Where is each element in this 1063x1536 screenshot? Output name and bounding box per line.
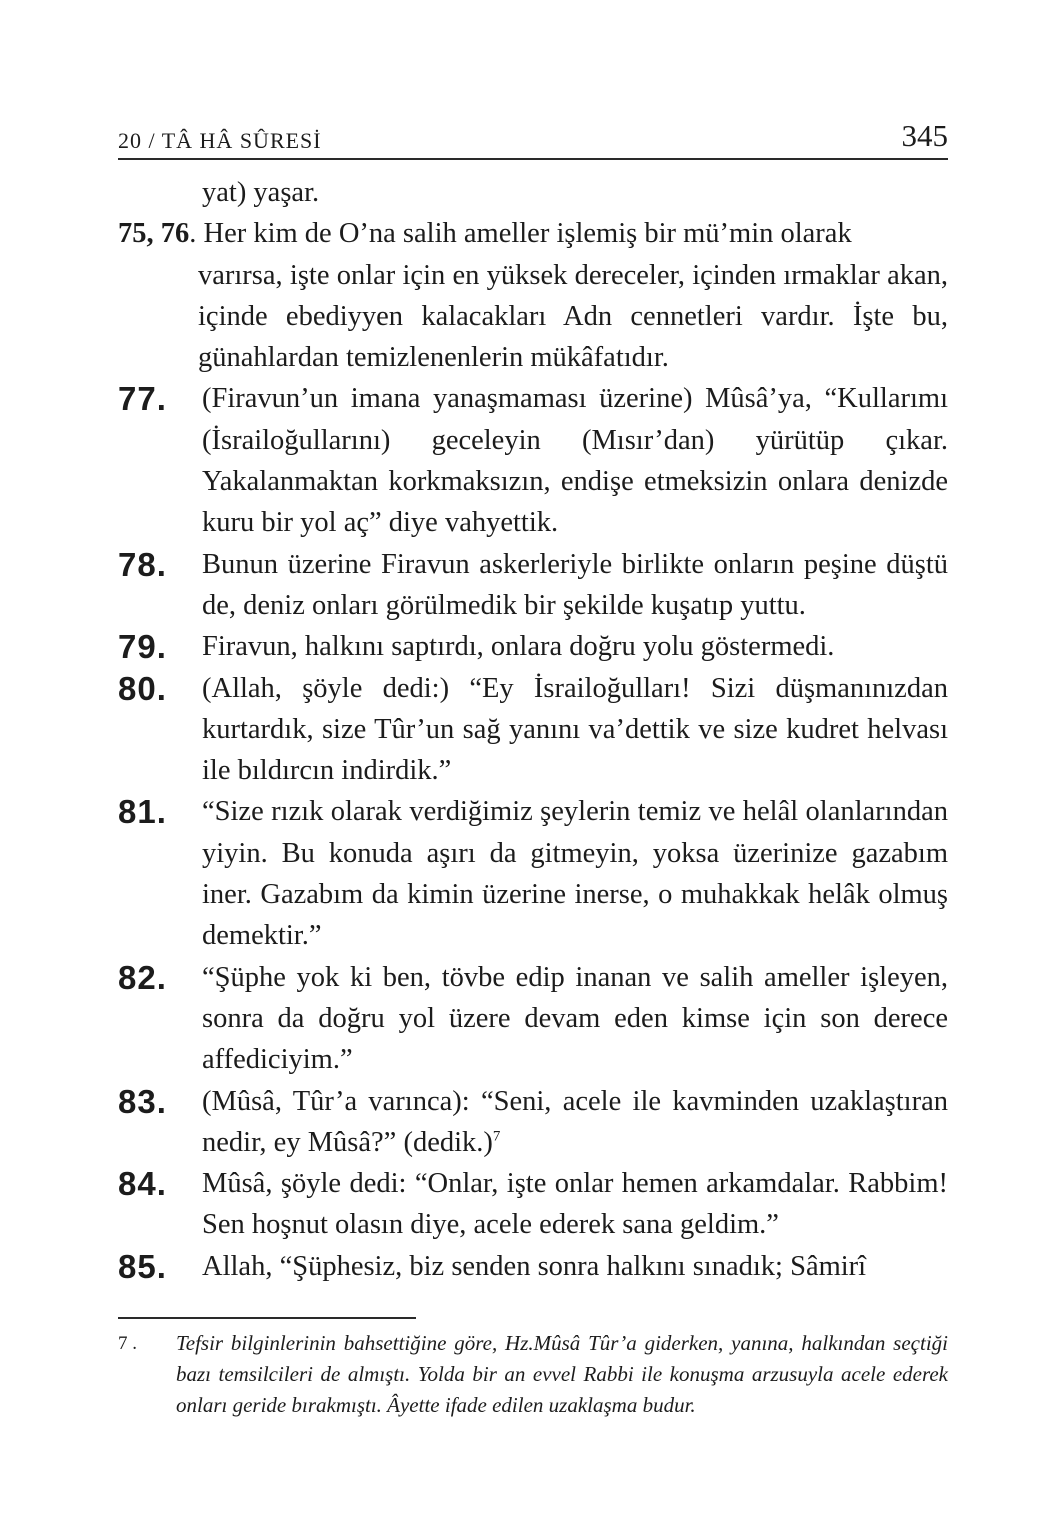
verse-number: 85.	[118, 1247, 167, 1285]
page-header	[118, 112, 948, 160]
verse-80	[118, 668, 948, 792]
verse-first-line: . Her kim de O’na salih ameller işlemiş bir mü’min olarak	[189, 218, 852, 250]
footnote	[118, 1328, 948, 1421]
verse-text: varırsa, işte onlar için en yüksek dereceler, içinden ırmaklar akan, içinde ebediyyen kalacakları Adn cennetleri vardır. İşte bu, günahlardan temizlenenlerin mükâfatıdır.	[198, 259, 948, 374]
verse-number: 84.	[118, 1165, 167, 1203]
verse-number: 77.	[118, 380, 167, 418]
verse-text: (Firavun’un imana yanaşmaması üzerine) Mûsâ’ya, “Kullarımı (İsrailoğullarını) geceleyin (Mısır’dan) yürütüp çıkar. Yakalanmaktan korkmaksızın, endişe etmeksizin onlara denizde kuru bir yol aç” diye vahyettik.	[202, 383, 948, 539]
verse-text: (Allah, şöyle dedi:) “Ey İsrailoğulları! Sizi düşmanınızdan kurtardık, size Tûr’un sağ yanını va’dettik ve size kudret helvası ile bıldırcın indirdik.”	[202, 672, 948, 787]
verse-text: “Şüphe yok ki ben, tövbe edip inanan ve salih ameller işleyen, sonra da doğru yol üzere devam eden kimse için son derece affediciyim.”	[202, 961, 948, 1076]
verse-82	[118, 957, 948, 1081]
verse-number: 75, 76	[118, 218, 190, 250]
verse-75-76	[118, 213, 948, 378]
page-number: 345	[901, 118, 948, 153]
verse-84	[118, 1163, 948, 1246]
footnote-divider	[118, 1317, 416, 1319]
verse-text: Mûsâ, şöyle dedi: “Onlar, işte onlar hemen arkamdalar. Rabbim! Sen hoşnut olasın diye, acele ederek sana geldim.”	[202, 1168, 948, 1241]
continuation-text: yat) yaşar.	[202, 177, 320, 208]
footnote-number: 7 .	[118, 1333, 137, 1354]
verse-77	[118, 378, 948, 543]
verse-text: Allah, “Şüphesiz, biz senden sonra halkını sınadık; Sâmirî	[202, 1250, 867, 1282]
verse-number: 81.	[118, 793, 167, 831]
verse-number: 78.	[118, 545, 167, 583]
verse-78	[118, 544, 948, 627]
verse-number: 79.	[118, 628, 167, 666]
footnote-marker[interactable]: 7	[492, 1128, 501, 1145]
verse-number: 80.	[118, 669, 167, 707]
verse-81	[118, 791, 948, 956]
verse-85	[118, 1246, 948, 1287]
verse-text-content: (Mûsâ, Tûr’a varınca): “Seni, acele ile kavminden uzaklaştıran nedir, ey Mûsâ?” (dedik.)	[202, 1085, 948, 1158]
verse-text	[202, 1081, 948, 1164]
verse-text: Bunun üzerine Firavun askerleriyle birlikte onların peşine düştü de, deniz onları görülmedik bir şekilde kuşatıp yuttu.	[202, 548, 948, 621]
verse-number: 83.	[118, 1082, 167, 1120]
verse-number: 82.	[118, 958, 167, 996]
verse-text: “Size rızık olarak verdiğimiz şeylerin temiz ve helâl olanlarından yiyin. Bu konuda aşırı da gitmeyin, yoksa üzerinize gazabım iner. Gazabım da kimin üzerine inerse, o muhakkak helâk olmuş demektir.”	[202, 796, 948, 952]
footnote-text: Tefsir bilginlerinin bahsettiğine göre, Hz.Mûsâ Tûr’a giderken, yanına, halkından seçtiği bazı temsilcileri de almıştı. Yolda bir an evvel Rabbi ile konuşma arzusuyla acele ederek onları geride bırakmıştı. Âyette ifade edilen uzaklaşma budur.	[176, 1331, 948, 1417]
verse-text: Firavun, halkını saptırdı, onlara doğru yolu göstermedi.	[202, 631, 835, 663]
verse-79	[118, 626, 948, 667]
running-head: 20 / TÂ HÂ SÛRESİ	[118, 128, 322, 153]
verse-83	[118, 1081, 948, 1164]
page-body	[118, 172, 948, 1287]
